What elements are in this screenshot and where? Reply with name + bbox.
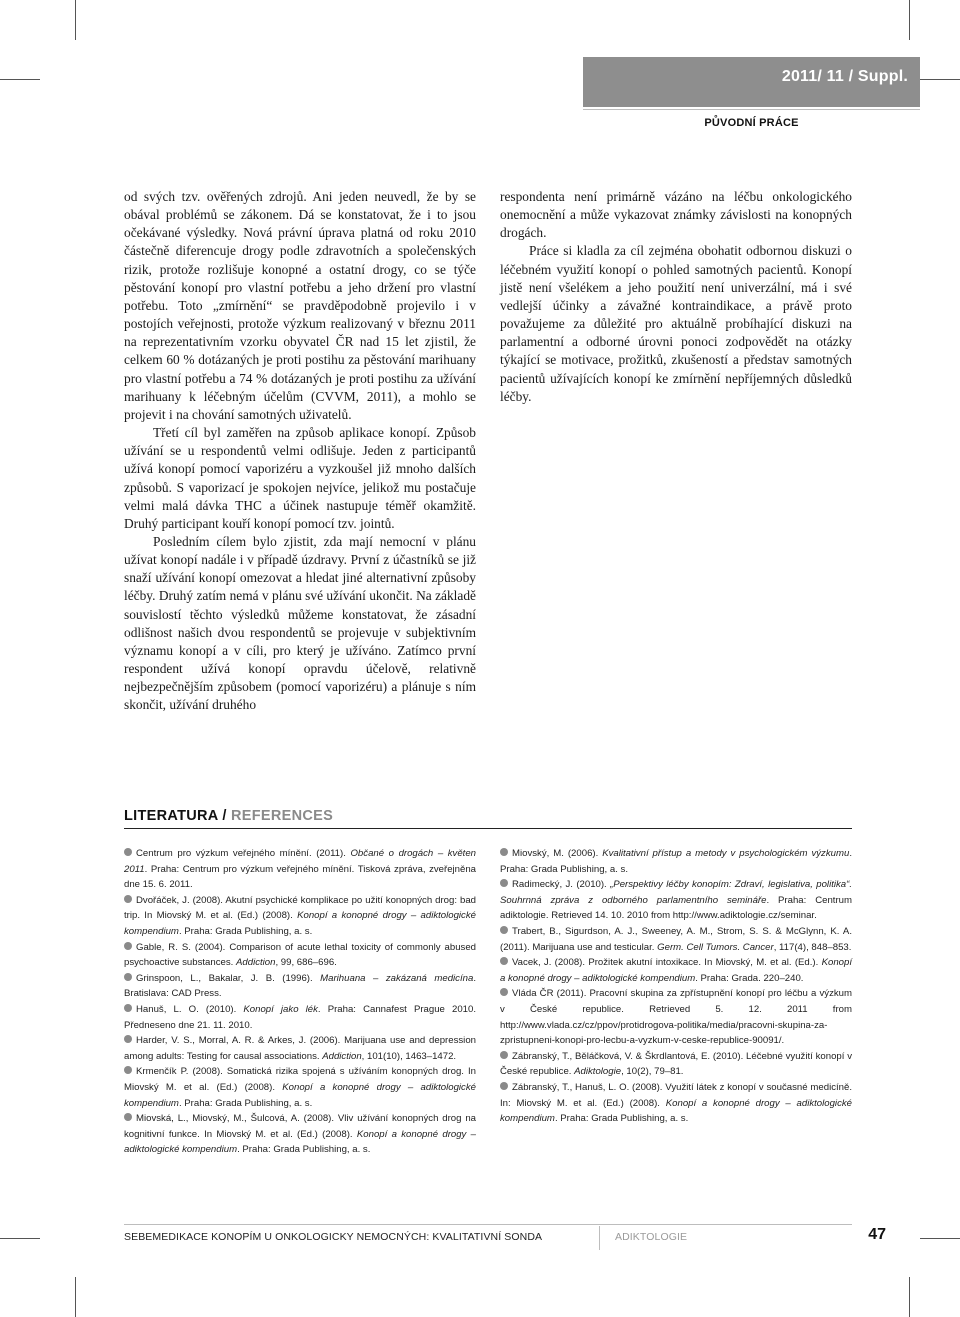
body-paragraph: od svých tzv. ověřených zdrojů. Ani jeden neuvedl, že by se obával problémů se zákonem. Dá se konstatovat, že i to jsou očekávané výsledky. Nová právní úprava platná od roku 2010 částečně diferencuje drogy podle zdravotních a společenských rizik, protože rozlišuje konopné a ostatní drogy, co se týče pěstování konopí pro vlastní potřebu a jeho držení pro vlastní potřebu. Toto „zmírnění“ se pravděpodobně projevilo i v postojích veřejnosti, protože výzkum realizovaný v březnu 2011 na reprezentativním vzorku obyvatel ČR nad 15 let zjistil, že celkem 60 % dotázaných je proti postihu za pěstování marihuany pro vlastní potřebu a 74 % dotázaných je proti postihu za užívání marihuany k léčebným účelům (CVVM, 2011), a mohlo se projevit i na chování samotných uživatelů. [124,189,476,422]
reference-text: Gable, R. S. (2004). Comparison of acute lethal toxicity of commonly abused psychoactive substances. [124,941,476,969]
reference-text: , 101(10), 1463–1472. [361,1050,457,1062]
crop-mark-top-right [909,0,910,40]
crop-mark-left-bottom [0,1238,40,1239]
reference-item [124,846,476,893]
reference-item [124,893,476,940]
bullet-icon [124,1035,132,1043]
body-paragraph: Třetí cíl byl zaměřen na způsob aplikace konopí. Způsob užívání se u respondentů velmi odlišuje. Jeden z participantů užívá konopí pomocí vaporizéru a vyzkoušel již mnoho dalších způsobů. S vaporizací je spokojen nejvíce, jelikož mu postačuje velmi malá dávka THC a účinek nastupuje téměř okamžitě. Druhý participant kouří konopí pomocí tzv. jointů. [124,425,476,531]
bullet-icon [500,848,508,856]
reference-text: Radimecký, J. (2010). [512,879,611,891]
section-label: PŮVODNÍ PRÁCE [704,117,799,129]
reference-item [124,971,476,1002]
reference-text: Centrum pro výzkum veřejného mínění. (2011). [136,848,351,859]
footer-article-title: SEBEMEDIKACE KONOPÍM U ONKOLOGICKY NEMOCNÝCH: KVALITATIVNÍ SONDA [124,1231,543,1243]
reference-title: Kvalitativní přístup a metody v psychologickém výzkumu [602,848,850,859]
reference-item [124,1111,476,1158]
bullet-icon [124,1113,132,1121]
bullet-icon [124,973,132,981]
bullet-icon [500,879,508,887]
crop-mark-left-top [0,79,40,80]
reference-text: Vláda ČR (2011). Pracovní skupina za zpřístupnění konopí pro léčbu a výzkum v České republice. Retrieved 5. 12. 2011 from http://www.vlada.cz/cz/ppov/protidrogova-politika/media/pracovni-skupina-za-zpristupneni-konopi-pro-lecbu-a-vyzkum-v-ceske-republice-90091/. [500,988,852,1047]
bullet-icon [124,1066,132,1074]
reference-text: . Praha: Grada Publishing, a. s. [554,1113,689,1125]
crop-mark-bottom-left [75,1277,76,1317]
reference-item [500,1080,852,1127]
bullet-icon [124,1004,132,1012]
reference-title: Konopí a konopné drogy – adiktologické kompendium [124,1128,476,1156]
body-paragraph: respondenta není primárně vázáno na léčbu onkologického onemocnění a může vykazovat známky závislosti na konopných drogách. [500,189,852,241]
reference-title: Addiction [236,957,276,969]
reference-text: Harder, V. S., Morral, A. R. & Arkes, J. (2006). Marijuana use and depression among adults: Testing for causal associations. [124,1035,476,1062]
reference-title: Konopí a konopné drogy – adiktologické kompendium [500,957,852,984]
references-rule [124,828,852,829]
reference-text: Vacek, J. (2008). Prožitek akutní intoxikace. In Miovský, M. et al. (Ed.). [512,957,822,969]
reference-text: . Bratislava: CAD Press. [124,972,476,1000]
reference-text: . Praha: Grada Publishing, a. s. [178,925,313,937]
reference-text: Hanuš, L. O. (2010). [136,1003,244,1015]
reference-text: Miovský, M. (2006). [512,848,603,859]
reference-title: Konopí a konopné drogy – adiktologické kompendium [500,1097,852,1125]
reference-title: Konopí a konopné drogy – adiktologické kompendium [124,1081,476,1109]
reference-text: , 10(2), 79–81. [621,1066,684,1078]
reference-text: Dvořáček, J. (2008). Akutní psychické komplikace po užití konopných drog: bad trip. In Miovský M. et al. (Ed.) (2008). [124,894,476,922]
reference-title: Germ. Cell Tumors. Cancer [657,941,774,953]
reference-item [500,924,852,955]
crop-mark-bottom-right [909,1277,910,1317]
references-title-en: REFERENCES [231,808,334,824]
reference-text: Miovská, L., Miovský, M., Šulcová, A. (2008). Vliv užívání konopných drog na kognitivní funkce. In Miovský M. et al. (Ed.) (2008). [124,1113,476,1140]
bullet-icon [124,942,132,950]
references-title [124,808,333,824]
bullet-icon [500,988,508,996]
reference-text: . Praha: Grada. 220–240. [695,972,804,984]
footer-rule [124,1224,852,1225]
reference-list-right [500,846,852,1127]
reference-title: Konopí jako lék [243,1003,318,1015]
page-number: 47 [868,1226,886,1243]
reference-item [124,1002,476,1033]
reference-text: Krmenčík P. (2008). Somatická rizika spojená s užíváním konopných drog. In Miovský M. et al. (Ed.) (2008). [124,1066,476,1093]
reference-text: . Praha: Centrum pro výzkum veřejného mínění. Tisková zpráva, zveřejněna dne 15. 6. 2011. [124,863,476,891]
bullet-icon [500,1082,508,1090]
bullet-icon [500,957,508,965]
reference-text: . Praha: Grada Publishing, a. s. [237,1144,371,1156]
reference-text: Zábranský, T., Hanuš, L. O. (2008). Využití látek z konopí v současné medicíně. In: Miovský M. et al. (Ed.) (2008). [500,1081,852,1109]
reference-item [500,877,852,924]
crop-mark-right-top [920,79,960,80]
reference-text: . Praha: Grada Publishing, a. s. [500,848,852,875]
reference-item [124,1064,476,1111]
reference-title: Addiction [322,1050,362,1062]
references-title-cz: LITERATURA / [124,808,231,824]
reference-title: Konopí a konopné drogy – adiktologické kompendium [124,910,476,937]
reference-item [500,986,852,1048]
body-paragraph: Práce si kladla za cíl zejména obohatit odbornou diskuzi o léčebném využití konopí o pohled samotných pacientů. Konopí jistě není všelékem a jeho použití není univerzální, má i své vedlejší účinky a závažné kontraindikace, a právě proto považujeme za důležité pro aktuálně probíhající diskuzi na parlamentní a odborné úrovni ponoci zodpovědět na otázky týkající se motivace, prožitků, zkušeností a představ samotných pacientů užívajících konopí ke zmírnění nepříjemných důsledků léčby. [500,243,852,404]
reference-item [500,1049,852,1080]
reference-item [500,846,852,877]
reference-text: Trabert, B., Sigurdson, A. J., Sweeney, A. M., Strom, S. S. & McGlynn, K. A. (2011). Marijuana use and testicular. [500,925,852,953]
reference-text: Zábranský, T., Běláčková, V. & Škrdlantová, E. (2010). Léčebné využití konopí v České republice. [500,1050,852,1078]
reference-item [124,940,476,971]
header-rule [583,109,920,110]
reference-title: „Perspektivy léčby konopím: Zdraví, legislativa, politika“. Souhrnná zpráva z odborného parlamentního semináře [500,879,852,906]
crop-mark-top-left [75,0,76,40]
reference-text: . Praha: Centrum adiktologie. Retrieved 14. 10. 2010 from http://www.adiktologie.cz/seminar. [500,894,852,922]
reference-item [500,955,852,986]
reference-text: . Praha: Cannafest Prague 2010. Předneseno dne 21. 11. 2010. [124,1003,476,1031]
bullet-icon [124,895,132,903]
reference-item [124,1033,476,1064]
bullet-icon [500,926,508,934]
reference-text: Grinspoon, L., Bakalar, J. B. (1996). [136,972,321,984]
body-column-right [500,188,852,406]
footer-journal-name: ADIKTOLOGIE [615,1231,688,1243]
reference-title: Adiktologie [574,1066,622,1078]
reference-text: , 117(4), 848–853. [773,941,852,953]
body-column-left [124,188,476,715]
crop-mark-right-bottom [920,1238,960,1239]
footer-divider [599,1226,600,1250]
issue-label: 2011/ 11 / Suppl. [781,68,908,85]
bullet-icon [500,1051,508,1059]
reference-text: , 99, 686–696. [275,957,337,969]
body-paragraph: Posledním cílem bylo zjistit, zda mají nemocní v plánu užívat konopí nadále i v případě úzdravy. První z účastníků se již snaží užívání konopí omezovat a hledat jiné alternativní způsoby léčby. Druhý zatím nemá v plánu své užívání ukončit. Na základě souvislostí těchto výsledků můžeme konstatovat, že zásadní odlišnost našich dvou respondentů se projevuje v subjektivním významu konopí a v cíli, pro který je užíváno. Zatímco první respondent užívá konopí opravdu účelově, relativně nejbezpečnějším způsobem (pomocí vaporizéru) a plánuje s ním skončit, užívání druhého [124,533,476,713]
reference-title: Občané o drogách – květen 2011 [124,848,476,875]
reference-title: Marihuana – zakázaná medicína [320,972,474,984]
bullet-icon [124,848,132,856]
reference-list-left [124,846,476,1158]
reference-text: . Praha: Grada Publishing, a. s. [178,1097,313,1109]
